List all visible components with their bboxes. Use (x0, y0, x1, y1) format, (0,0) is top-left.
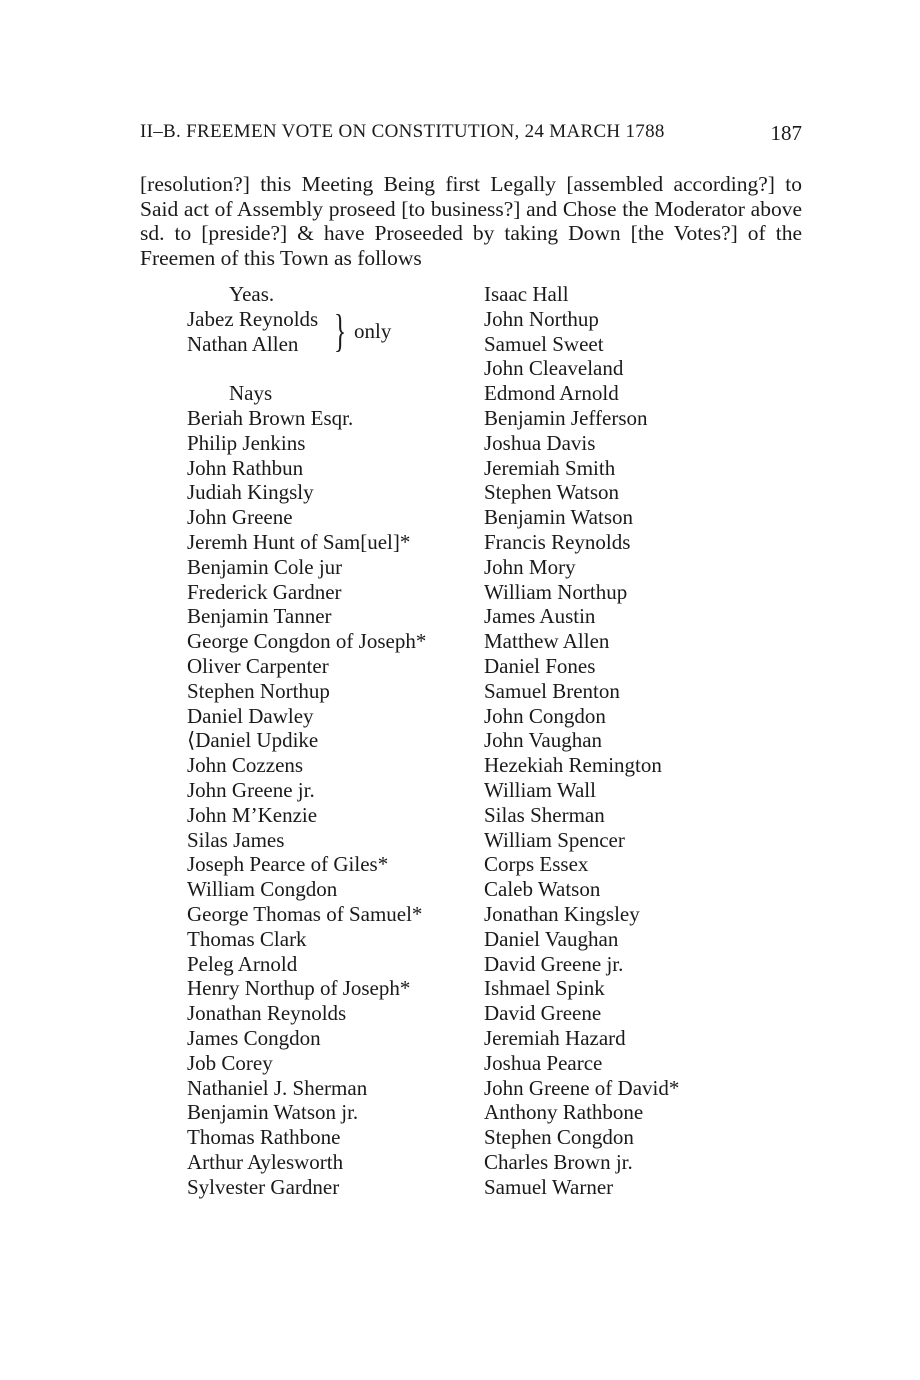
nay-name: Samuel Warner (484, 1174, 614, 1199)
nay-name: Henry Northup of Joseph* (187, 976, 411, 1001)
nay-name: Stephen Northup (187, 678, 330, 703)
nay-name: George Thomas of Samuel* (187, 901, 423, 926)
nay-name: Daniel Vaughan (484, 926, 619, 951)
nay-name: John Northup (484, 306, 599, 331)
nay-name: Benjamin Cole jur (187, 554, 343, 579)
nays-heading: Nays (229, 381, 273, 406)
nay-name: Samuel Brenton (484, 678, 620, 703)
running-head (140, 121, 802, 149)
nay-name: George Congdon of Joseph* (187, 629, 427, 654)
nay-name: Stephen Watson (484, 480, 619, 505)
nay-name: John Greene (187, 505, 293, 530)
nay-name: William Wall (484, 777, 596, 802)
nay-name: Nathaniel J. Sherman (187, 1075, 368, 1100)
nay-name: Frederick Gardner (187, 579, 342, 604)
nay-name: John Cleaveland (484, 356, 624, 381)
nays-right-list (484, 282, 784, 1199)
nay-name: Jeremiah Hazard (484, 1025, 626, 1050)
right-column (484, 282, 784, 1199)
nay-name: Judiah Kingsly (187, 480, 314, 505)
nay-name: John Greene jr. (187, 777, 315, 802)
nay-name: Benjamin Watson (484, 505, 633, 530)
nay-name: John Congdon (484, 703, 606, 728)
yeas-heading: Yeas. (229, 282, 275, 306)
nay-name: Philip Jenkins (187, 430, 306, 455)
nay-name: Stephen Congdon (484, 1125, 634, 1150)
nay-name: Samuel Sweet (484, 331, 604, 356)
nay-name: Anthony Rathbone (484, 1100, 644, 1125)
nay-name: Corps Essex (484, 852, 589, 877)
nay-name: Francis Reynolds (484, 529, 631, 554)
nay-name: William Spencer (484, 827, 625, 852)
nay-name: Silas James (187, 827, 285, 852)
nay-name: David Greene (484, 1001, 602, 1026)
yeas-group (187, 304, 477, 357)
intro-paragraph: [resolution?] this Meeting Being first Legally [assembled according?] to Said act of Assembly proseed [to business?] and Chose the Moderator above sd. to [preside?] & have Proseeded by taking Down [the Votes?] of the Freemen of this Town as follows (140, 172, 802, 270)
nay-name: Joshua Davis (484, 430, 596, 455)
nay-name: William Northup (484, 579, 628, 604)
nay-name: Sylvester Gardner (187, 1174, 340, 1199)
spacer (187, 356, 477, 381)
nay-name: Jonathan Reynolds (187, 1001, 347, 1026)
nay-name: James Austin (484, 604, 596, 629)
page-number: 187 (770, 121, 802, 145)
nay-name: William Congdon (187, 877, 338, 902)
nay-name: James Congdon (187, 1025, 321, 1050)
nay-name: Thomas Rathbone (187, 1125, 341, 1150)
nay-name: Thomas Clark (187, 926, 307, 951)
nay-name: Arthur Aylesworth (187, 1149, 344, 1174)
nay-name: Jonathan Kingsley (484, 901, 640, 926)
yea-name: Jabez Reynolds (187, 306, 319, 331)
nay-name: Benjamin Tanner (187, 604, 332, 629)
nay-name: John Rathbun (187, 455, 304, 480)
nay-name: Oliver Carpenter (187, 653, 329, 678)
nay-name: ⟨Daniel Updike (187, 728, 319, 753)
nay-name: Charles Brown jr. (484, 1149, 633, 1174)
nay-name: Peleg Arnold (187, 951, 298, 976)
nay-name: Hezekiah Remington (484, 753, 662, 778)
nay-name: John Vaughan (484, 728, 603, 753)
running-head-title: II–B. FREEMEN VOTE ON CONSTITUTION, 24 MARCH 1788 (140, 121, 665, 142)
yeas-bracket-note: only (354, 318, 392, 343)
nay-name: John Cozzens (187, 753, 304, 778)
nay-name: Jeremiah Smith (484, 455, 616, 480)
nay-name: John M’Kenzie (187, 802, 318, 827)
right-brace-icon: } (334, 304, 347, 356)
nay-name: Isaac Hall (484, 282, 569, 306)
nay-name: Edmond Arnold (484, 381, 619, 406)
nay-name: Benjamin Jefferson (484, 405, 648, 430)
nay-name: Joshua Pearce (484, 1050, 603, 1075)
nay-name: Caleb Watson (484, 877, 601, 902)
nay-name: Joseph Pearce of Giles* (187, 852, 389, 877)
nays-left-list (187, 406, 477, 1200)
nay-name: Jeremh Hunt of Sam[uel]* (187, 529, 411, 554)
nay-name: Benjamin Watson jr. (187, 1100, 359, 1125)
nay-name: Daniel Fones (484, 653, 596, 678)
nay-name: Job Corey (187, 1050, 273, 1075)
nay-name: Silas Sherman (484, 802, 605, 827)
nay-name: David Greene jr. (484, 951, 624, 976)
yea-name: Nathan Allen (187, 331, 299, 356)
nay-name: Daniel Dawley (187, 703, 314, 728)
nay-name: Matthew Allen (484, 629, 610, 654)
nay-name: John Greene of David* (484, 1075, 680, 1100)
nay-name: Beriah Brown Esqr. (187, 405, 354, 430)
nay-name: John Mory (484, 554, 576, 579)
left-column (187, 282, 477, 1199)
nay-name: Ishmael Spink (484, 976, 605, 1001)
